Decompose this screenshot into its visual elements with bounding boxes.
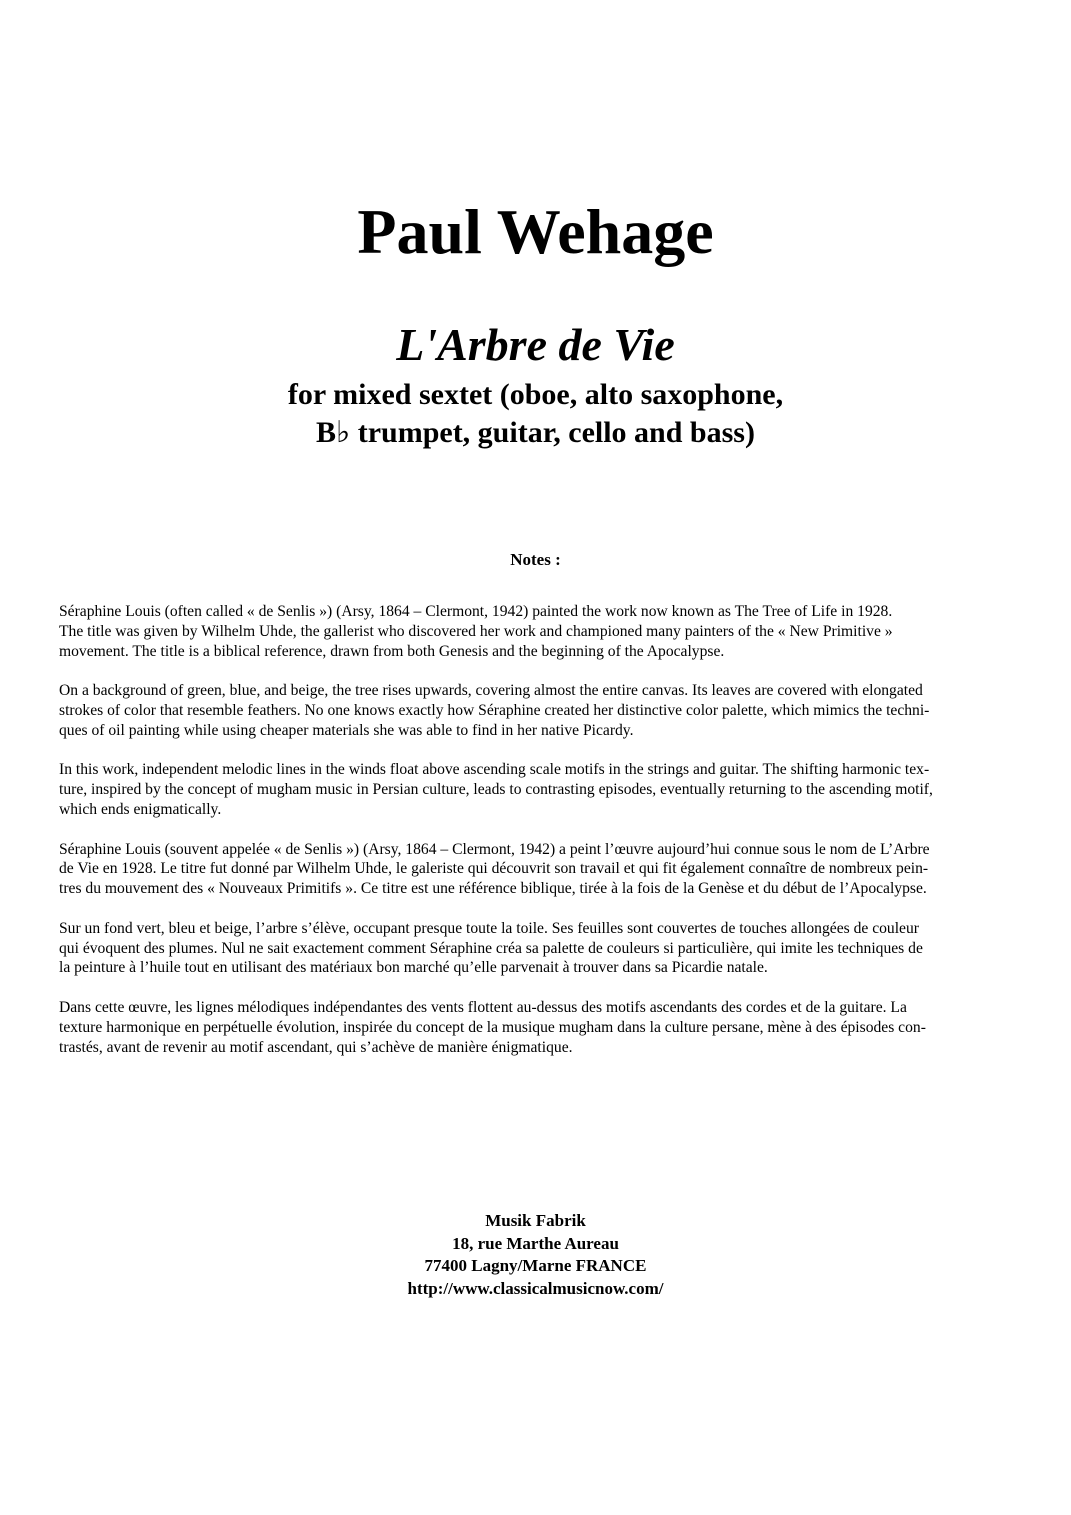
- notes-paragraph-fr-1: [59, 840, 1035, 899]
- composer-name: Paul Wehage: [357, 196, 714, 267]
- publisher-name: Musik Fabrik: [485, 1211, 586, 1230]
- notes-paragraph-en-3: [59, 760, 1035, 819]
- publisher-url: http://www.classicalmusicnow.com/: [407, 1278, 664, 1298]
- program-notes: [59, 602, 1035, 1077]
- text-line: qui évoquent des plumes. Nul ne sait exactement comment Séraphine créa sa palette de couleurs si particulière, qui imite les techniques de: [59, 939, 923, 957]
- text-line: de Vie en 1928. Le titre fut donné par Wilhelm Uhde, le galeriste qui découvrit son travail et qui fit également connaître de nombreux pein-: [59, 860, 929, 878]
- subtitle-line: for mixed sextet (oboe, alto saxophone,: [287, 378, 784, 411]
- text-line: la peinture à l’huile tout en utilisant des matériaux bon marché qu’elle parvenait à trouver dans sa Picardie natale.: [59, 959, 768, 977]
- publisher-street: 18, rue Marthe Aureau: [452, 1233, 619, 1253]
- text-line: ture, inspired by the concept of mugham music in Persian culture, leads to contrasting episodes, eventually returning to the ascending motif,: [59, 781, 933, 799]
- notes-paragraph-en-2: [59, 681, 1035, 740]
- notes-heading: Notes :: [510, 550, 561, 569]
- text-line: On a background of green, blue, and beige, the tree rises upwards, covering almost the entire canvas. Its leaves are covered with elongated: [59, 682, 923, 700]
- text-line: The title was given by Wilhelm Uhde, the gallerist who discovered her work and championed many painters of the « New Primitive »: [59, 622, 893, 640]
- text-line: tres du mouvement des « Nouveaux Primitifs ». Ce titre est une référence biblique, tirée à la fois de la Genèse et du début de l’Apocalypse.: [59, 880, 927, 898]
- text-line: strokes of color that resemble feathers. No one knows exactly how Séraphine created her distinctive color palette, which mimics the techni-: [59, 701, 930, 719]
- subtitle-line: B♭ trumpet, guitar, cello and bass): [316, 416, 755, 449]
- text-line: Dans cette œuvre, les lignes mélodiques indépendantes des vents flottent au-dessus des motifs ascendants des cordes et de la guitare. La: [59, 998, 907, 1016]
- notes-paragraph-fr-3: [59, 998, 1035, 1057]
- publisher-block: [0, 1210, 1071, 1300]
- text-line: texture harmonique en perpétuelle évolution, inspirée du concept de la musique mugham dans la culture persane, mène à des épisodes con-: [59, 1018, 926, 1036]
- text-line: trastés, avant de revenir au motif ascendant, qui s’achève de manière énigmatique.: [59, 1038, 573, 1056]
- text-line: which ends enigmatically.: [59, 800, 222, 818]
- publisher-city: 77400 Lagny/Marne FRANCE: [424, 1256, 647, 1275]
- text-line: Séraphine Louis (souvent appelée « de Senlis ») (Arsy, 1864 – Clermont, 1942) a peint l’œuvre aujourd’hui connue sous le nom de L’Arbre: [59, 840, 930, 858]
- instrumentation-subtitle: [0, 376, 1071, 452]
- text-line: In this work, independent melodic lines in the winds float above ascending scale motifs in the strings and guitar. The shifting harmonic tex-: [59, 761, 930, 779]
- notes-paragraph-fr-2: [59, 919, 1035, 978]
- text-line: Séraphine Louis (often called « de Senlis ») (Arsy, 1864 – Clermont, 1942) painted the work now known as The Tree of Life in 1928.: [59, 603, 893, 620]
- notes-paragraph-en-1: [59, 602, 1035, 661]
- work-title: L'Arbre de Vie: [396, 319, 675, 370]
- text-line: ques of oil painting while using cheaper materials she was able to find in her native Picardy.: [59, 721, 634, 739]
- text-line: Sur un fond vert, bleu et beige, l’arbre s’élève, occupant presque toute la toile. Ses feuilles sont couvertes de touches allongées de couleur: [59, 919, 919, 937]
- text-line: movement. The title is a biblical reference, drawn from both Genesis and the beginning of the Apocalypse.: [59, 642, 725, 660]
